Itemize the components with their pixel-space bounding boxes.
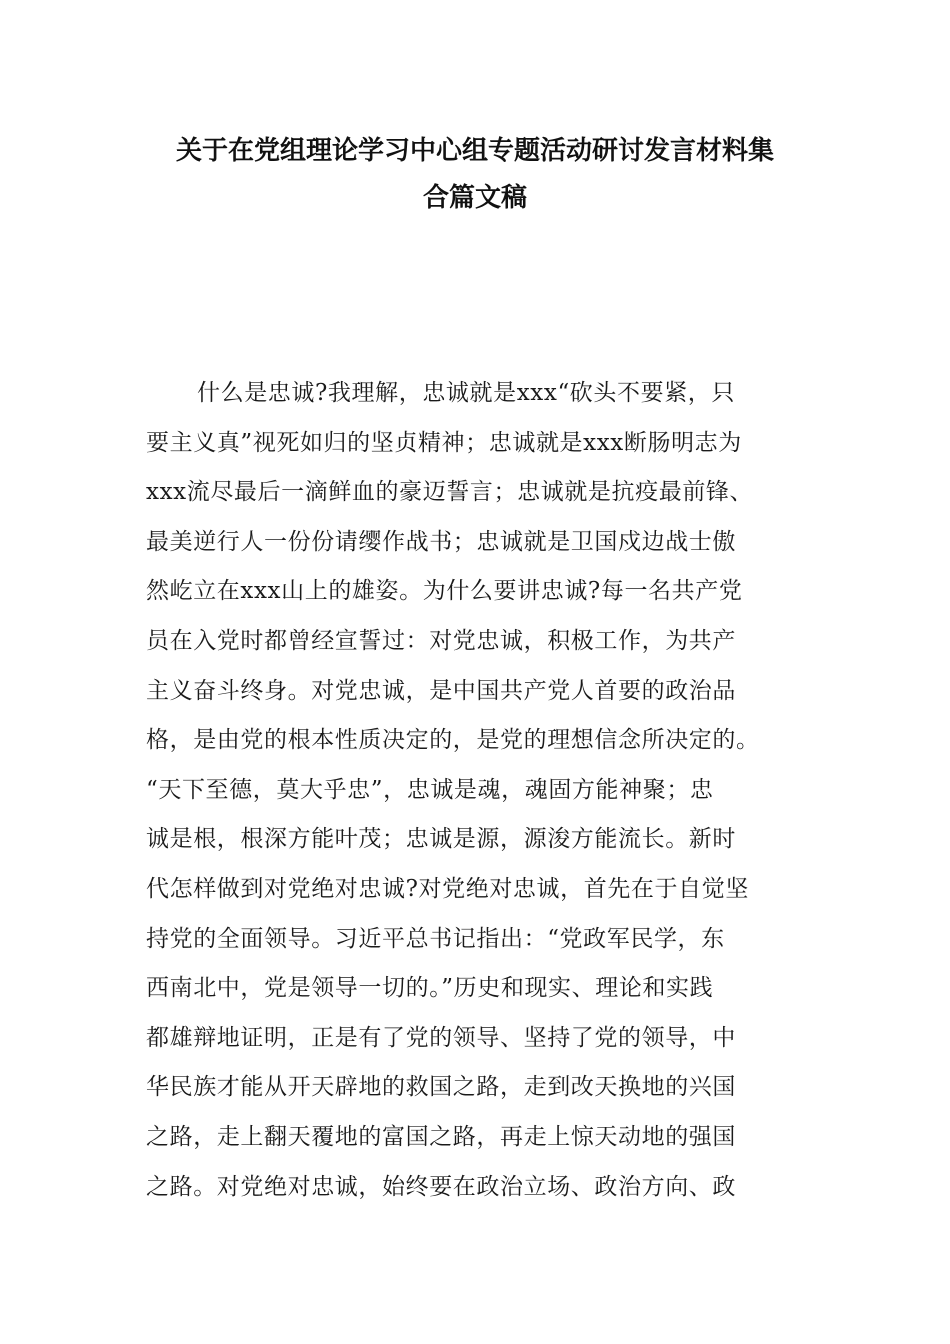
body-line: 员在入党时都曾经宣誓过：对党忠诚，积极工作，为共产 xyxy=(146,627,736,654)
body-line: 最美逆行人一份份请缨作战书；忠诚就是卫国戍边战士傲 xyxy=(146,528,736,555)
body-line: 代怎样做到对党绝对忠诚?对党绝对忠诚，首先在于自觉坚 xyxy=(146,875,749,902)
body-line: 持党的全面领导。习近平总书记指出：“党政军民学，东 xyxy=(146,925,725,952)
body-line: 要主义真”视死如归的坚贞精神；忠诚就是xxx断肠明志为 xyxy=(146,429,742,456)
document-title xyxy=(140,128,810,222)
body-line: 主义奋斗终身。对党忠诚，是中国共产党人首要的政治品 xyxy=(146,677,736,704)
body-paragraph xyxy=(146,369,816,1212)
title-line: 合篇文稿 xyxy=(422,183,527,213)
body-line: “天下至德，莫大乎忠”，忠诚是魂，魂固方能神聚；忠 xyxy=(146,776,714,803)
body-line: 之路。对党绝对忠诚，始终要在政治立场、政治方向、政 xyxy=(146,1173,736,1200)
body-line: 格，是由党的根本性质决定的，是党的理想信念所决定的。 xyxy=(146,727,760,754)
body-line: 诚是根，根深方能叶茂；忠诚是源，源浚方能流长。新时 xyxy=(146,826,736,853)
body-line: 都雄辩地证明，正是有了党的领导、坚持了党的领导，中 xyxy=(146,1024,736,1051)
body-line: 然屹立在xxx山上的雄姿。为什么要讲忠诚?每一名共产党 xyxy=(146,578,743,605)
body-line: 华民族才能从开天辟地的救国之路，走到改天换地的兴国 xyxy=(146,1074,736,1101)
body-line: 什么是忠诚?我理解，忠诚就是xxx“砍头不要紧，只 xyxy=(197,380,736,406)
body-line: 之路，走上翻天覆地的富国之路，再走上惊天动地的强国 xyxy=(146,1123,736,1150)
title-line: 关于在党组理论学习中心组专题活动研讨发言材料集 xyxy=(175,136,774,166)
body-line: xxx流尽最后一滴鲜血的豪迈誓言；忠诚就是抗疫最前锋、 xyxy=(146,479,754,506)
body-line: 西南北中，党是领导一切的。”历史和现实、理论和实践 xyxy=(146,975,714,1002)
